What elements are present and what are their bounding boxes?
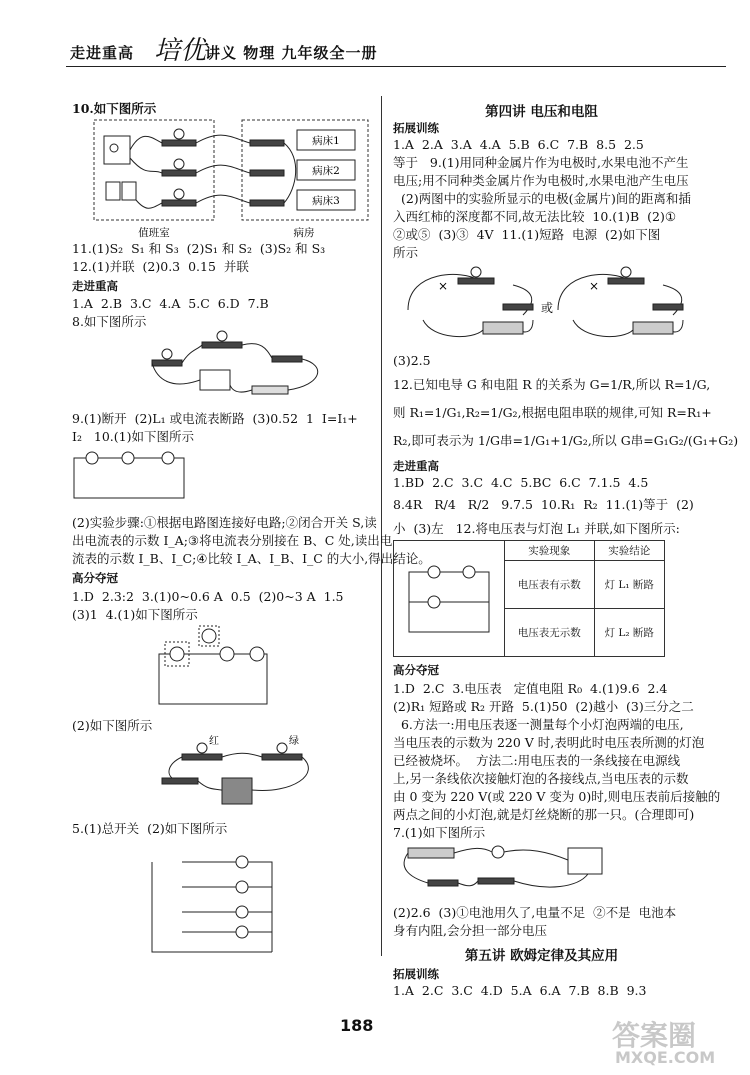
z-line-3: 小 (3)左 12.将电压表与灯泡 L₁ 并联,如下图所示:	[393, 521, 680, 536]
section-gaofen-2: 高分夺冠	[393, 663, 439, 677]
ward-bed-1: 病床1	[312, 135, 340, 147]
table-r2-conclusion: 灯 L₂ 断路	[594, 609, 664, 657]
watermark-logo: 答案圈	[612, 1019, 697, 1052]
z-line-2: 8.4R R/4 R/2 9.7.5 10.R₁ R₂ 11.(1)等于 (2)	[393, 497, 694, 512]
table-r1-phenomenon: 电压表有示数	[505, 561, 595, 609]
g-line-4: 当电压表的示数为 220 V 时,表明此时电压表所测的灯泡	[393, 735, 705, 750]
ward-circuit-diagram	[92, 118, 372, 243]
g-line-9: 7.(1)如下图所示	[393, 825, 486, 840]
ward-bed-3: 病床3	[312, 195, 340, 207]
cross-mark-2: ×	[589, 279, 600, 293]
voltmeter-result-table	[393, 540, 665, 657]
q11-part3: (3)2.5	[393, 353, 431, 368]
g-line-2: (2)R₁ 短路或 R₂ 开路 5.(1)50 (2)越小 (3)三分之二	[393, 699, 694, 714]
q10-label: 10.如下图所示	[72, 101, 157, 116]
gaofen-q4-2: (2)如下图所示	[72, 718, 153, 733]
g-line-10: (2)2.6 (3)①电池用久了,电量不足 ②不是 电池本	[393, 905, 677, 920]
section-gaofen: 高分夺冠	[72, 571, 118, 585]
table-header-phenomenon: 实验现象	[505, 541, 595, 561]
q10b-step-2: 出电流表的示数 I_A;③将电流表分别接在 B、C 处,读出电	[72, 533, 393, 548]
z-line-1: 1.BD 2.C 3.C 4.C 5.BC 6.C 7.1.5 4.5	[393, 475, 649, 490]
table-schematic-cell	[394, 541, 505, 657]
q10b-step-3: 流表的示数 I_B、I_C;④比较 I_A、I_B、I_C 的大小,得出结论。	[72, 551, 431, 566]
table-circuit-schematic	[399, 552, 499, 642]
cross-mark-1: ×	[438, 279, 449, 293]
duty-room-label: 值班室	[138, 227, 170, 239]
r-line-6: ②或⑤ (3)③ 4V 11.(1)短路 电源 (2)如下图	[393, 227, 661, 242]
section-zoujin-2: 走进重高	[393, 459, 439, 473]
q12-derivation-1: 12.已知电导 G 和电阻 R 的关系为 G=1/R,所以 R=1/G,	[393, 377, 711, 392]
g-line-5: 已经被烧坏。 方法二:用电压表的一条线接在电源线	[393, 753, 681, 768]
page-header	[70, 36, 710, 76]
q9-answer-1: 9.(1)断开 (2)L₁ 或电流表断路 (3)0.52 1 I=I₁+	[72, 411, 358, 426]
section-zoujin: 走进重高	[72, 279, 118, 293]
green-lamp-label: 绿	[289, 736, 299, 747]
section-tuozhan-2: 拓展训练	[393, 967, 439, 981]
q9-answer-2: I₂ 10.(1)如下图所示	[72, 429, 194, 444]
g-line-6: 上,另一条线依次接触灯泡的各接线点,当电压表的示数	[393, 771, 689, 786]
r-line-4: (2)两图中的实验所显示的电极(金属片)间的距离和插	[393, 191, 691, 206]
gaofen-answers-2: (3)1 4.(1)如下图所示	[72, 607, 198, 622]
ward-bed-2: 病床2	[312, 165, 340, 177]
q11-answer: 11.(1)S₂ S₁ 和 S₃ (2)S₁ 和 S₂ (3)S₂ 和 S₃	[72, 241, 326, 256]
q5-parallel-circuit	[142, 842, 282, 962]
q4-circuit-schematic	[157, 624, 277, 714]
q11-circuit-pictures	[403, 260, 693, 350]
series-title: 走进重高	[70, 44, 135, 62]
watermark-url: MXQE.COM	[615, 1048, 716, 1067]
q12-answer: 12.(1)并联 (2)0.3 0.15 并联	[72, 259, 249, 274]
or-label: 或	[541, 301, 554, 315]
table-r2-phenomenon: 电压表无示数	[505, 609, 595, 657]
q8-label: 8.如下图所示	[72, 314, 147, 329]
g-line-1: 1.D 2.C 3.电压表 定值电阻 R₀ 4.(1)9.6 2.4	[393, 681, 668, 696]
column-divider	[381, 96, 382, 956]
lecture-5-title: 第五讲 欧姆定律及其应用	[464, 948, 619, 964]
g-line-7: 由 0 变为 220 V(或 220 V 变为 0)时,则电压表前后接触的	[393, 789, 721, 804]
r-line-7: 所示	[393, 245, 419, 260]
q8-circuit-diagram	[152, 330, 352, 410]
g-line-3: 6.方法一:用电压表逐一测量每个小灯泡两端的电压,	[393, 717, 684, 732]
r-line-5: 入西红柿的深度都不同,故无法比较 10.(1)B (2)①	[393, 209, 677, 224]
g-line-8: 两点之间的小灯泡,就是灯丝烧断的那一只。(合理即可)	[393, 807, 695, 822]
section-tuozhan: 拓展训练	[393, 121, 439, 135]
q12-derivation-3: R₂,即可表示为 1/G串=1/G₁+1/G₂,所以 G串=G₁G₂/(G₁+G₂)	[393, 433, 739, 448]
r-line-2: 等于 9.(1)用同种金属片作为电极时,水果电池不产生	[393, 155, 689, 170]
lecture-4-title: 第四讲 电压和电阻	[485, 104, 598, 120]
g-line-11: 身有内阻,会分担一部分电压	[393, 923, 547, 938]
brand-logo: 培优	[154, 36, 207, 66]
table-r1-conclusion: 灯 L₁ 断路	[594, 561, 664, 609]
q12-derivation-2: 则 R₁=1/G₁,R₂=1/G₂,根据电阻串联的规律,可知 R=R₁+	[393, 405, 712, 420]
q10b-step-1: (2)实验步骤:①根据电路图连接好电路;②闭合开关 S,读	[72, 515, 377, 530]
red-lamp-label: 红	[209, 736, 219, 747]
series-circuit-schematic	[72, 448, 192, 508]
r-line-3: 电压;用不同种类金属片作为电极时,水果电池产生电压	[393, 173, 689, 188]
traffic-light-diagram	[162, 734, 342, 814]
page-number: 188	[340, 1016, 374, 1035]
answers-zoujin: 1.A 2.B 3.C 4.A 5.C 6.D 7.B	[72, 296, 269, 311]
table-header-conclusion: 实验结论	[594, 541, 664, 561]
t-line-1: 1.A 2.C 3.C 4.D 5.A 6.A 7.B 8.B 9.3	[393, 983, 647, 998]
gaofen-answers-1: 1.D 2.3:2 3.(1)0~0.6 A 0.5 (2)0~3 A 1.5	[72, 589, 344, 604]
r-line-1: 1.A 2.A 3.A 4.A 5.B 6.C 7.B 8.5 2.5	[393, 137, 644, 152]
q7-circuit-picture	[398, 842, 638, 902]
book-title: 讲义 物理 九年级全一册	[205, 44, 378, 62]
ward-room-label: 病房	[293, 227, 315, 239]
header-rule	[66, 66, 726, 67]
gaofen-q5: 5.(1)总开关 (2)如下图所示	[72, 821, 228, 836]
